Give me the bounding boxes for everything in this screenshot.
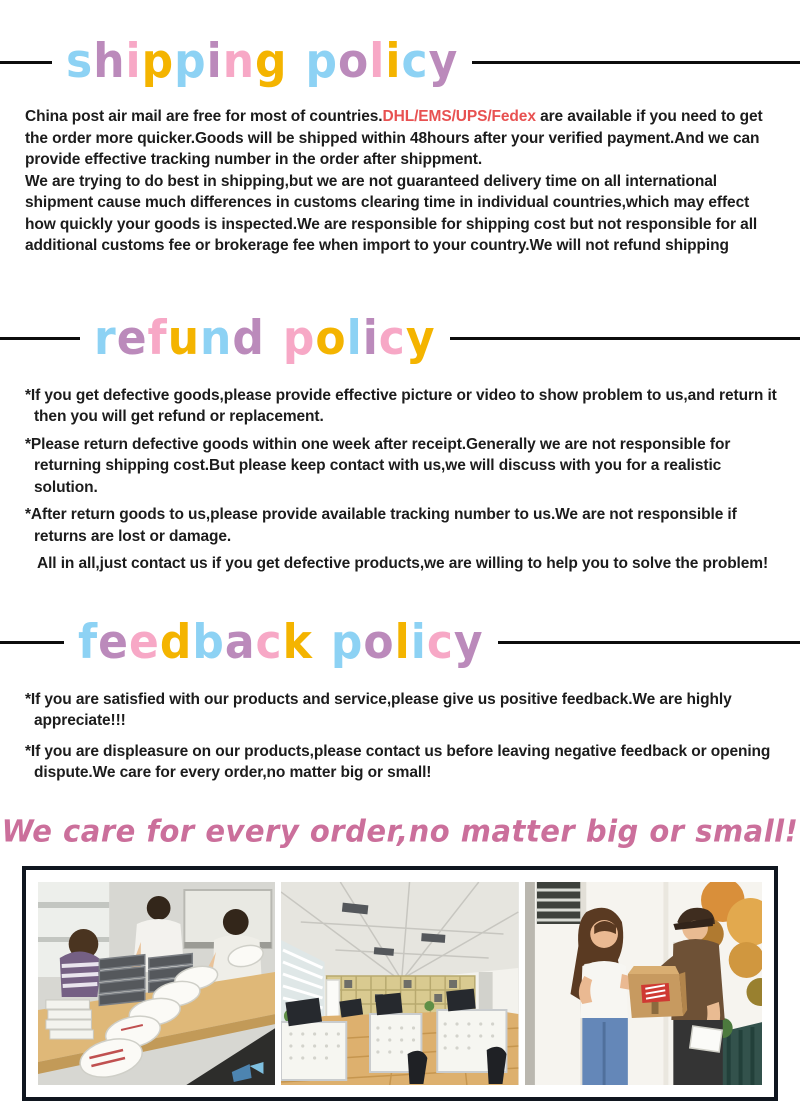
care-slogan: We care for every order,no matter big or small! (1, 812, 799, 849)
policy-item: *If you get defective goods,please provide effective picture or video to show problem to us,and return it then you will get refund or replacement. (25, 386, 777, 425)
heading-rule-left (0, 61, 52, 64)
policy-item: *Please return defective goods within one week after receipt.Generally we are not responsible for returning shipping cost.But please keep contact with us,we will discuss with you for a realistic solution. (25, 435, 731, 496)
heading-letter: h (93, 33, 126, 89)
packing-team-photo (38, 882, 275, 1085)
packing-team-illustration (38, 882, 275, 1085)
heading-letter: e (98, 614, 129, 670)
refund-policy-title (80, 310, 450, 366)
policy-text-span: We are trying to do best in shipping,but we are not guaranteed delivery time on all international shipment cause much differences in customs clearing time in individual countries,which may effect how quickly your goods is inspected.We are responsible for shipping cost but not responsible for all additional customs fee or brokerage fee when import to your country.We will not refund shipping (25, 172, 758, 254)
heading-letter: y (453, 614, 484, 670)
heading-letter: p (305, 33, 339, 89)
heading-letter: n (200, 310, 233, 366)
heading-letter: c (401, 33, 429, 89)
heading-letter: f (147, 310, 168, 366)
heading-letter: p (141, 33, 175, 89)
policy-text-span: are available if you need to get the order more quicker.Goods will be shipped within 48hours after your verified payment.And we can provide effective tracking number in the order after shippment. (25, 108, 763, 168)
delivery-illustration (525, 882, 762, 1085)
heading-rule-right (472, 61, 800, 64)
refund-policy-heading (0, 307, 800, 371)
heading-rule-left (0, 337, 80, 340)
heading-letter: l (346, 310, 363, 366)
policy-item: *If you are displeasure on our products,please contact us before leaving negative feedback or opening dispute.We care for every order,no matter big or small! (25, 742, 771, 781)
heading-letter: o (315, 310, 347, 366)
policy-paragraph (25, 106, 778, 171)
feedback-policy-title (64, 614, 498, 670)
heading-letter: b (192, 614, 225, 670)
office-illustration (281, 882, 518, 1085)
heading-letter: o (338, 33, 370, 89)
heading-rule-left (0, 641, 64, 644)
heading-letter: c (255, 614, 283, 670)
heading-letter: a (224, 614, 256, 670)
heading-letter: y (428, 33, 459, 89)
shipping-policy-title (52, 33, 472, 89)
office-photo (281, 882, 518, 1085)
policy-item: *After return goods to us,please provide available tracking number to us.We are not responsible if returns are lost or damage. (25, 506, 737, 545)
heading-letter: u (167, 310, 201, 366)
heading-letter: c (378, 310, 406, 366)
heading-letter: l (394, 614, 411, 670)
policy-text-span: China post air mail are free for most of countries. (25, 108, 383, 125)
heading-letter: i (125, 33, 142, 89)
heading-letter: k (282, 614, 313, 670)
policy-item: *If you are satisfied with our products and service,please give us positive feedback.We are highly appreciate!!! (25, 690, 732, 729)
heading-letter: i (410, 614, 427, 670)
heading-letter: g (255, 33, 288, 89)
heading-letter: r (94, 310, 117, 366)
heading-letter: d (232, 310, 265, 366)
heading-letter: o (363, 614, 395, 670)
shipping-policy-heading (0, 30, 800, 94)
heading-letter: l (369, 33, 386, 89)
policy-item: All in all,just contact us if you get defective products,we are willing to help you to solve the problem! (37, 555, 769, 572)
heading-letter: p (282, 310, 316, 366)
heading-letter: e (129, 614, 160, 670)
refund-policy-text (25, 385, 780, 575)
heading-letter: p (330, 614, 364, 670)
heading-letter: i (362, 310, 379, 366)
shipping-policy-text (25, 106, 778, 257)
heading-letter: i (206, 33, 223, 89)
delivery-photo (525, 882, 762, 1085)
heading-letter: y (405, 310, 436, 366)
heading-rule-right (498, 641, 800, 644)
heading-letter: c (426, 614, 454, 670)
feedback-policy-heading (0, 611, 800, 675)
heading-letter: s (66, 33, 94, 89)
heading-rule-right (450, 337, 800, 340)
heading-letter: e (116, 310, 148, 366)
carrier-names-highlight: DHL/EMS/UPS/Fedex (382, 108, 536, 125)
policy-paragraph (25, 171, 778, 257)
heading-letter: p (174, 33, 207, 89)
heading-letter: i (385, 33, 402, 89)
heading-letter: d (159, 614, 193, 670)
heading-letter: f (78, 614, 99, 670)
feedback-policy-text (25, 689, 780, 784)
photo-strip-frame (22, 866, 778, 1101)
heading-letter: n (222, 33, 256, 89)
